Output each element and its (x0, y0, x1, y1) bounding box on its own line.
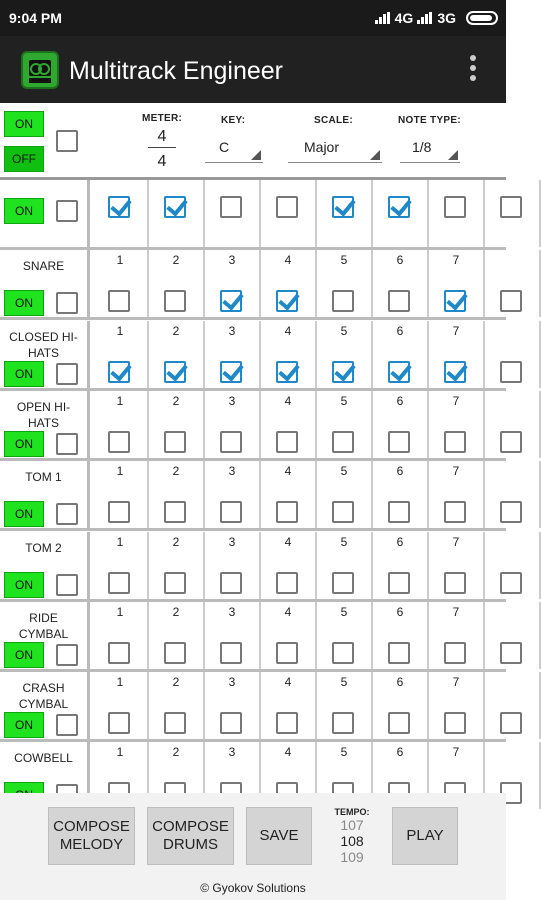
step-checkbox[interactable] (164, 431, 186, 453)
step-cell (149, 602, 205, 669)
step-cell (93, 180, 149, 247)
track-mute-checkbox[interactable] (56, 292, 78, 314)
step-cell (485, 180, 541, 247)
step-number: 2 (172, 604, 180, 619)
step-number: 2 (172, 745, 180, 760)
step-cell (205, 391, 261, 458)
global-checkbox[interactable] (56, 130, 78, 152)
battery-icon (466, 11, 498, 25)
step-number: 1 (116, 323, 124, 338)
track-name: TOM 2 (25, 540, 62, 555)
step-checkbox[interactable] (444, 712, 466, 734)
step-number: 5 (340, 393, 348, 408)
step-checkbox[interactable] (108, 712, 130, 734)
step-cell (261, 532, 317, 599)
step-cell (317, 532, 373, 599)
step-checkbox[interactable] (220, 572, 242, 594)
track-on-button[interactable]: ON (4, 361, 44, 387)
step-cell (205, 672, 261, 739)
step-checkbox[interactable] (164, 501, 186, 523)
step-cell (373, 391, 429, 458)
step-checkbox[interactable] (220, 361, 242, 383)
step-checkbox[interactable] (388, 196, 410, 218)
step-checkbox[interactable] (500, 361, 522, 383)
step-number: 7 (452, 393, 460, 408)
step-number: 2 (172, 253, 180, 268)
step-checkbox[interactable] (276, 290, 298, 312)
step-checkbox[interactable] (388, 501, 410, 523)
track-mute-checkbox[interactable] (56, 200, 78, 222)
key-dropdown[interactable]: C (205, 139, 263, 163)
track-mute-checkbox[interactable] (56, 433, 78, 455)
global-controls (0, 103, 506, 177)
scale-label: SCALE: (314, 115, 354, 126)
step-number: 4 (284, 393, 292, 408)
track-row (0, 321, 506, 391)
step-checkbox[interactable] (108, 361, 130, 383)
step-cell (261, 180, 317, 247)
step-checkbox[interactable] (332, 501, 354, 523)
step-cell (373, 602, 429, 669)
step-number: 7 (452, 323, 460, 338)
step-number: 7 (452, 464, 460, 479)
step-cell (149, 672, 205, 739)
step-number: 4 (284, 604, 292, 619)
step-checkbox[interactable] (500, 290, 522, 312)
tempo-picker[interactable] (328, 807, 376, 865)
play-button[interactable]: PLAY (392, 807, 458, 865)
step-number: 4 (284, 464, 292, 479)
step-cell (261, 321, 317, 388)
overflow-menu-icon[interactable] (470, 55, 478, 85)
status-bar (0, 0, 506, 36)
save-button[interactable]: SAVE (246, 807, 312, 865)
step-number: 7 (452, 253, 460, 268)
step-cell (373, 180, 429, 247)
step-number: 7 (452, 534, 460, 549)
step-cell (429, 180, 485, 247)
step-number: 5 (340, 745, 348, 760)
step-cell (93, 391, 149, 458)
step-cell (93, 321, 149, 388)
step-number: 2 (172, 534, 180, 549)
step-cell (317, 180, 373, 247)
step-cell (261, 461, 317, 528)
step-cell (261, 391, 317, 458)
step-number: 2 (172, 675, 180, 690)
step-cell (317, 602, 373, 669)
track-row (0, 532, 506, 602)
drum-grid (0, 177, 506, 793)
step-checkbox[interactable] (500, 642, 522, 664)
step-cell (149, 391, 205, 458)
tempo-next-value[interactable]: 109 (340, 849, 364, 865)
step-cell (429, 672, 485, 739)
step-cell (205, 250, 261, 317)
track-name: OPEN HI-HATS (16, 399, 71, 430)
step-checkbox[interactable] (444, 431, 466, 453)
step-number: 6 (396, 604, 404, 619)
step-cell (485, 672, 541, 739)
tempo-value[interactable]: 108 (340, 833, 364, 849)
step-checkbox[interactable] (388, 361, 410, 383)
meter-numerator[interactable]: 4 (157, 128, 167, 145)
step-number: 7 (452, 675, 460, 690)
step-number: 3 (228, 393, 236, 408)
step-checkbox[interactable] (108, 196, 130, 218)
app-logo-icon (21, 51, 59, 89)
step-checkbox[interactable] (220, 712, 242, 734)
step-number: 3 (228, 534, 236, 549)
step-number: 6 (396, 393, 404, 408)
step-cell (485, 321, 541, 388)
track-header (0, 391, 90, 458)
step-number: 6 (396, 253, 404, 268)
step-checkbox[interactable] (388, 290, 410, 312)
step-checkbox[interactable] (332, 572, 354, 594)
step-number: 5 (340, 604, 348, 619)
track-mute-checkbox[interactable] (56, 363, 78, 385)
track-name: SNARE (22, 259, 65, 274)
step-number: 3 (228, 253, 236, 268)
track-mute-checkbox[interactable] (56, 503, 78, 525)
step-checkbox[interactable] (500, 196, 522, 218)
step-checkbox[interactable] (388, 642, 410, 664)
track-mute-checkbox[interactable] (56, 644, 78, 666)
track-row (0, 250, 506, 320)
step-checkbox[interactable] (332, 431, 354, 453)
step-checkbox[interactable] (164, 196, 186, 218)
signal-icon (375, 12, 391, 24)
step-number: 1 (116, 745, 124, 760)
step-checkbox[interactable] (444, 290, 466, 312)
tempo-label: TEMPO: (334, 807, 370, 817)
meter-label: METER: (142, 113, 183, 124)
signal-icon (417, 12, 433, 24)
step-checkbox[interactable] (164, 712, 186, 734)
step-cell (373, 672, 429, 739)
step-number: 6 (396, 675, 404, 690)
step-checkbox[interactable] (276, 501, 298, 523)
step-number: 2 (172, 464, 180, 479)
step-checkbox[interactable] (108, 501, 130, 523)
step-number: 7 (452, 745, 460, 760)
step-cell (149, 321, 205, 388)
track-row (0, 602, 506, 672)
status-time: 9:04 PM (9, 10, 62, 26)
step-checkbox[interactable] (108, 572, 130, 594)
step-number: 6 (396, 745, 404, 760)
track-header (0, 672, 90, 739)
step-checkbox[interactable] (332, 642, 354, 664)
step-cell (261, 672, 317, 739)
track-on-button[interactable]: ON (4, 642, 44, 668)
step-number: 2 (172, 393, 180, 408)
track-header (0, 180, 90, 247)
step-number: 1 (116, 253, 124, 268)
step-number: 5 (340, 534, 348, 549)
track-name: COWBELL (14, 751, 73, 766)
track-row (0, 672, 506, 742)
app-bar (0, 36, 506, 103)
step-cell (93, 672, 149, 739)
step-checkbox[interactable] (276, 361, 298, 383)
step-checkbox[interactable] (332, 361, 354, 383)
step-number: 6 (396, 464, 404, 479)
track-on-button[interactable]: ON (4, 572, 44, 598)
note-type-dropdown[interactable]: 1/8 (400, 139, 460, 163)
step-number: 4 (284, 323, 292, 338)
step-checkbox[interactable] (108, 290, 130, 312)
step-cell (261, 602, 317, 669)
step-number: 6 (396, 534, 404, 549)
key-label: KEY: (221, 115, 246, 126)
compose-melody-button[interactable]: COMPOSE MELODY (48, 807, 135, 865)
step-checkbox[interactable] (332, 196, 354, 218)
track-header (0, 321, 90, 388)
step-checkbox[interactable] (388, 431, 410, 453)
step-cell (149, 532, 205, 599)
tempo-prev-value[interactable]: 107 (340, 817, 364, 833)
step-checkbox[interactable] (164, 361, 186, 383)
step-checkbox[interactable] (388, 572, 410, 594)
step-number: 1 (116, 393, 124, 408)
step-cell (485, 391, 541, 458)
global-off-button[interactable]: OFF (4, 146, 44, 172)
step-number: 3 (228, 675, 236, 690)
step-checkbox[interactable] (276, 431, 298, 453)
step-cell (373, 250, 429, 317)
track-on-button[interactable]: ON (4, 431, 44, 457)
app-title: Multitrack Engineer (69, 57, 283, 85)
step-checkbox[interactable] (276, 642, 298, 664)
track-header (0, 250, 90, 317)
step-checkbox[interactable] (444, 572, 466, 594)
step-checkbox[interactable] (500, 501, 522, 523)
step-number: 3 (228, 464, 236, 479)
status-icons (375, 10, 498, 26)
track-on-button[interactable]: ON (4, 712, 44, 738)
note-type-label: NOTE TYPE: (398, 115, 462, 126)
step-cell (205, 321, 261, 388)
step-number: 3 (228, 745, 236, 760)
step-checkbox[interactable] (220, 196, 242, 218)
compose-drums-button[interactable]: COMPOSE DRUMS (147, 807, 234, 865)
step-checkbox[interactable] (220, 290, 242, 312)
step-cell (205, 602, 261, 669)
step-checkbox[interactable] (444, 196, 466, 218)
meter-divider (148, 147, 176, 148)
step-cell (317, 672, 373, 739)
step-cell (429, 321, 485, 388)
step-cell (317, 250, 373, 317)
track-name: CRASH CYMBAL (18, 681, 69, 712)
step-checkbox[interactable] (220, 642, 242, 664)
step-checkbox[interactable] (332, 712, 354, 734)
step-cell (373, 321, 429, 388)
track-row (0, 180, 506, 250)
step-cell (205, 461, 261, 528)
step-cell (205, 532, 261, 599)
step-cell (317, 321, 373, 388)
step-cell (429, 461, 485, 528)
track-row (0, 391, 506, 461)
step-cell (485, 461, 541, 528)
step-number: 3 (228, 323, 236, 338)
step-number: 1 (116, 675, 124, 690)
step-number: 7 (452, 604, 460, 619)
step-checkbox[interactable] (500, 572, 522, 594)
network-1-label: 4G (394, 10, 414, 26)
step-checkbox[interactable] (444, 361, 466, 383)
track-header (0, 602, 90, 669)
copyright-text: © Gyokov Solutions (200, 881, 306, 895)
step-number: 4 (284, 253, 292, 268)
step-checkbox[interactable] (444, 501, 466, 523)
track-mute-checkbox[interactable] (56, 574, 78, 596)
step-checkbox[interactable] (164, 642, 186, 664)
step-checkbox[interactable] (220, 431, 242, 453)
step-checkbox[interactable] (108, 431, 130, 453)
step-number: 1 (116, 604, 124, 619)
step-checkbox[interactable] (500, 431, 522, 453)
step-checkbox[interactable] (388, 712, 410, 734)
step-number: 1 (116, 464, 124, 479)
track-row (0, 461, 506, 531)
step-cell (429, 250, 485, 317)
scale-dropdown[interactable]: Major (288, 139, 382, 163)
step-number: 6 (396, 323, 404, 338)
step-number: 4 (284, 745, 292, 760)
network-2-label: 3G (437, 10, 456, 26)
step-number: 1 (116, 534, 124, 549)
step-cell (485, 532, 541, 599)
meter-denominator[interactable]: 4 (157, 153, 167, 170)
track-on-button[interactable]: ON (4, 290, 44, 316)
step-cell (93, 602, 149, 669)
step-cell (429, 391, 485, 458)
step-cell (373, 461, 429, 528)
step-cell (373, 532, 429, 599)
step-number: 5 (340, 675, 348, 690)
step-number: 5 (340, 464, 348, 479)
step-checkbox[interactable] (220, 501, 242, 523)
step-cell (429, 602, 485, 669)
step-checkbox[interactable] (276, 196, 298, 218)
step-checkbox[interactable] (164, 572, 186, 594)
step-cell (261, 250, 317, 317)
global-on-button[interactable]: ON (4, 111, 44, 137)
step-number: 4 (284, 534, 292, 549)
step-checkbox[interactable] (276, 712, 298, 734)
step-cell (149, 180, 205, 247)
track-header (0, 461, 90, 528)
step-cell (149, 250, 205, 317)
step-number: 3 (228, 604, 236, 619)
step-number: 2 (172, 323, 180, 338)
step-checkbox[interactable] (108, 642, 130, 664)
track-name: RIDE CYMBAL (18, 610, 69, 641)
track-mute-checkbox[interactable] (56, 714, 78, 736)
step-cell (205, 180, 261, 247)
step-cell (485, 602, 541, 669)
step-number: 5 (340, 323, 348, 338)
step-checkbox[interactable] (332, 290, 354, 312)
track-name: CLOSED HI-HATS (9, 329, 78, 360)
step-checkbox[interactable] (444, 642, 466, 664)
step-checkbox[interactable] (164, 290, 186, 312)
track-on-button[interactable]: ON (4, 198, 44, 224)
step-checkbox[interactable] (276, 572, 298, 594)
step-number: 5 (340, 253, 348, 268)
step-cell (93, 250, 149, 317)
step-number: 4 (284, 675, 292, 690)
track-header (0, 532, 90, 599)
track-name: TOM 1 (25, 470, 62, 485)
track-on-button[interactable]: ON (4, 501, 44, 527)
step-cell (485, 250, 541, 317)
step-cell (317, 461, 373, 528)
step-checkbox[interactable] (500, 712, 522, 734)
step-cell (317, 391, 373, 458)
step-cell (149, 461, 205, 528)
step-cell (93, 461, 149, 528)
step-cell (93, 532, 149, 599)
bottom-bar (0, 793, 506, 900)
step-cell (429, 532, 485, 599)
